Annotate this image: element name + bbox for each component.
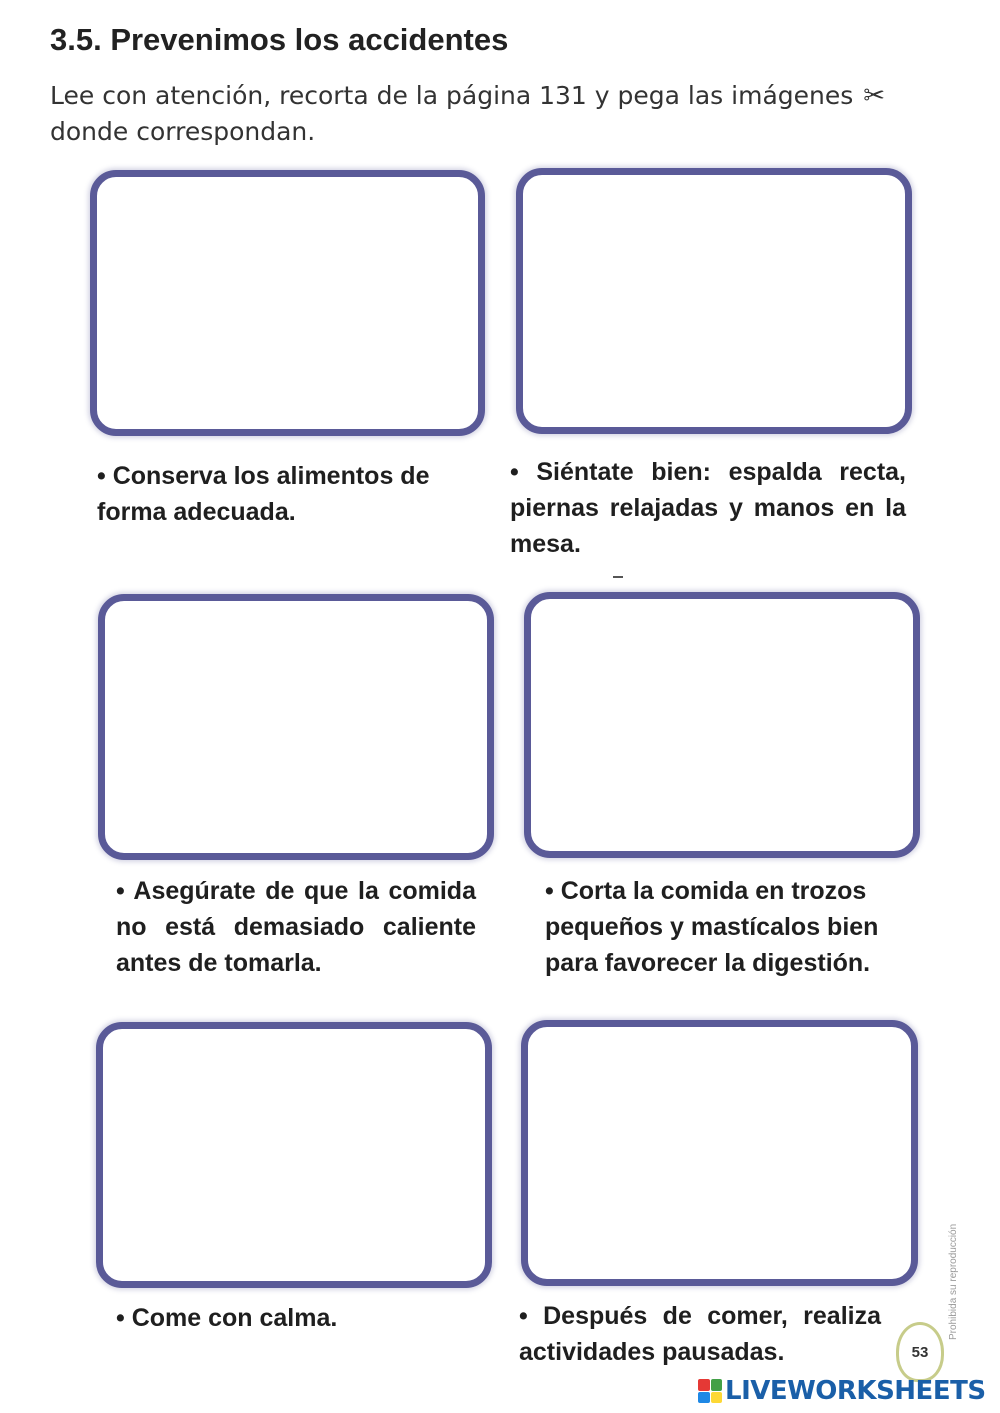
instructions-text: Lee con atención, recorta de la página 131 y pega las imágenes xyxy=(50,81,854,110)
divider-mark xyxy=(613,576,623,578)
image-drop-box-6[interactable] xyxy=(521,1020,918,1286)
copyright-note: Prohibida su reproducción xyxy=(948,1223,959,1340)
image-drop-box-1[interactable] xyxy=(90,170,485,436)
instructions xyxy=(50,78,950,149)
instructions-text-end: donde correspondan. xyxy=(50,117,316,146)
page-number-badge: 53 xyxy=(896,1322,944,1382)
caption-2: • Siéntate bien: espalda recta, piernas relajadas y manos en la mesa. xyxy=(510,458,906,558)
image-drop-box-5[interactable] xyxy=(96,1022,492,1288)
caption-6: • Después de comer, realiza actividades pausadas. xyxy=(519,1302,881,1366)
caption-4: • Corta la comida en trozos pequeños y mastícalos bien para favorecer la digestión. xyxy=(545,877,879,977)
liveworksheets-logo[interactable] xyxy=(698,1376,986,1406)
caption-3: • Asegúrate de que la comida no está demasiado caliente antes de tomarla. xyxy=(116,877,476,977)
caption-5: • Come con calma. xyxy=(116,1304,338,1332)
image-drop-box-4[interactable] xyxy=(524,592,920,858)
scissors-icon: ✂ xyxy=(863,81,886,111)
page-title: 3.5. Prevenimos los accidentes xyxy=(50,22,509,57)
logo-text: LIVEWORKSHEETS xyxy=(725,1376,986,1406)
image-drop-box-3[interactable] xyxy=(98,594,494,860)
caption-1: • Conserva los alimentos de forma adecuada. xyxy=(97,462,430,526)
logo-grid-icon xyxy=(698,1379,722,1403)
image-drop-box-2[interactable] xyxy=(516,168,912,434)
